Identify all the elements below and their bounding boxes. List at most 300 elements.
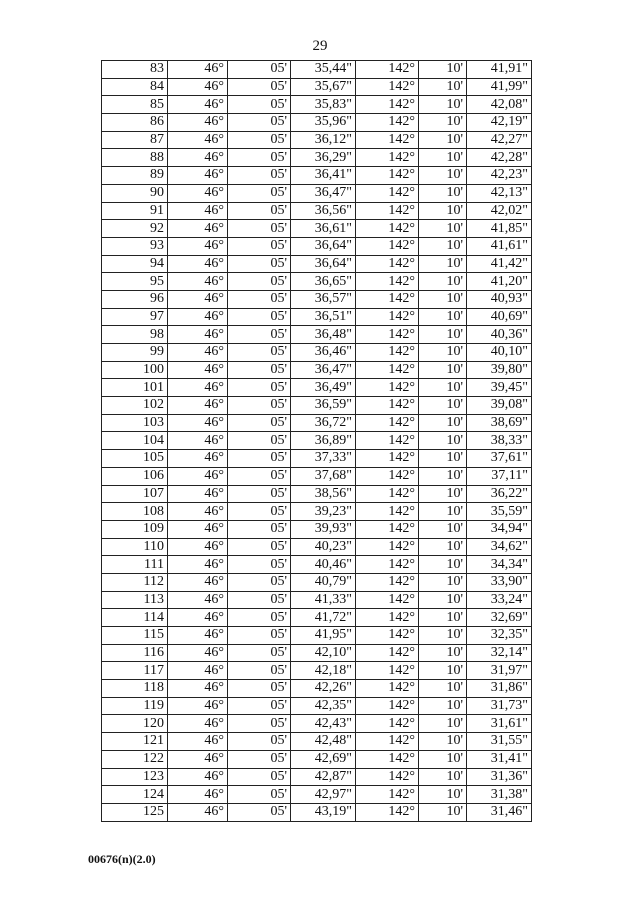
lon-minutes-cell: 10' xyxy=(419,379,467,397)
lat-minutes-cell: 05' xyxy=(228,450,291,468)
lon-degrees-cell: 142° xyxy=(356,467,419,485)
lon-minutes-cell: 10' xyxy=(419,485,467,503)
document-code: 00676(n)(2.0) xyxy=(88,852,156,866)
point-number-cell: 92 xyxy=(102,220,168,238)
lat-seconds-cell: 37,68" xyxy=(291,467,356,485)
lat-minutes-cell: 05' xyxy=(228,503,291,521)
lat-seconds-cell: 36,12" xyxy=(291,131,356,149)
lon-degrees-cell: 142° xyxy=(356,290,419,308)
lon-seconds-cell: 40,69" xyxy=(467,308,532,326)
lon-seconds-cell: 34,94" xyxy=(467,520,532,538)
lon-seconds-cell: 39,45" xyxy=(467,379,532,397)
lat-minutes-cell: 05' xyxy=(228,290,291,308)
lon-seconds-cell: 31,97" xyxy=(467,662,532,680)
lat-seconds-cell: 42,10" xyxy=(291,644,356,662)
lon-degrees-cell: 142° xyxy=(356,538,419,556)
lon-degrees-cell: 142° xyxy=(356,361,419,379)
point-number-cell: 106 xyxy=(102,467,168,485)
lat-minutes-cell: 05' xyxy=(228,591,291,609)
lat-minutes-cell: 05' xyxy=(228,697,291,715)
lat-seconds-cell: 36,29" xyxy=(291,149,356,167)
lon-degrees-cell: 142° xyxy=(356,786,419,804)
lon-minutes-cell: 10' xyxy=(419,680,467,698)
point-number-cell: 119 xyxy=(102,697,168,715)
lon-seconds-cell: 37,61" xyxy=(467,450,532,468)
lat-degrees-cell: 46° xyxy=(168,273,228,291)
lat-degrees-cell: 46° xyxy=(168,644,228,662)
lon-minutes-cell: 10' xyxy=(419,184,467,202)
point-number-cell: 113 xyxy=(102,591,168,609)
lon-minutes-cell: 10' xyxy=(419,556,467,574)
table-row xyxy=(102,803,532,821)
point-number-cell: 104 xyxy=(102,432,168,450)
lat-degrees-cell: 46° xyxy=(168,397,228,415)
lon-degrees-cell: 142° xyxy=(356,149,419,167)
lat-seconds-cell: 36,57" xyxy=(291,290,356,308)
lon-minutes-cell: 10' xyxy=(419,61,467,79)
lon-degrees-cell: 142° xyxy=(356,485,419,503)
point-number-cell: 97 xyxy=(102,308,168,326)
lat-degrees-cell: 46° xyxy=(168,220,228,238)
table-row xyxy=(102,220,532,238)
lat-seconds-cell: 35,83" xyxy=(291,96,356,114)
lat-degrees-cell: 46° xyxy=(168,344,228,362)
lon-minutes-cell: 10' xyxy=(419,397,467,415)
lat-seconds-cell: 36,41" xyxy=(291,167,356,185)
point-number-cell: 107 xyxy=(102,485,168,503)
table-row xyxy=(102,397,532,415)
point-number-cell: 86 xyxy=(102,114,168,132)
lon-degrees-cell: 142° xyxy=(356,503,419,521)
point-number-cell: 108 xyxy=(102,503,168,521)
lon-degrees-cell: 142° xyxy=(356,131,419,149)
table-row xyxy=(102,662,532,680)
lon-degrees-cell: 142° xyxy=(356,680,419,698)
point-number-cell: 93 xyxy=(102,237,168,255)
lon-seconds-cell: 39,08" xyxy=(467,397,532,415)
lat-degrees-cell: 46° xyxy=(168,414,228,432)
lat-seconds-cell: 42,35" xyxy=(291,697,356,715)
lat-minutes-cell: 05' xyxy=(228,397,291,415)
coordinates-table-body xyxy=(102,61,532,822)
table-row xyxy=(102,131,532,149)
lon-seconds-cell: 34,62" xyxy=(467,538,532,556)
lat-minutes-cell: 05' xyxy=(228,202,291,220)
lon-minutes-cell: 10' xyxy=(419,255,467,273)
lat-minutes-cell: 05' xyxy=(228,733,291,751)
lat-degrees-cell: 46° xyxy=(168,61,228,79)
lon-minutes-cell: 10' xyxy=(419,609,467,627)
lon-seconds-cell: 41,85" xyxy=(467,220,532,238)
lat-seconds-cell: 35,44" xyxy=(291,61,356,79)
lon-minutes-cell: 10' xyxy=(419,627,467,645)
lat-degrees-cell: 46° xyxy=(168,485,228,503)
lon-degrees-cell: 142° xyxy=(356,768,419,786)
lat-degrees-cell: 46° xyxy=(168,361,228,379)
lon-degrees-cell: 142° xyxy=(356,397,419,415)
lon-seconds-cell: 40,10" xyxy=(467,344,532,362)
table-row xyxy=(102,450,532,468)
lon-degrees-cell: 142° xyxy=(356,237,419,255)
lon-degrees-cell: 142° xyxy=(356,167,419,185)
lat-seconds-cell: 36,48" xyxy=(291,326,356,344)
point-number-cell: 89 xyxy=(102,167,168,185)
lon-seconds-cell: 42,08" xyxy=(467,96,532,114)
table-row xyxy=(102,680,532,698)
lon-degrees-cell: 142° xyxy=(356,750,419,768)
table-row xyxy=(102,202,532,220)
point-number-cell: 118 xyxy=(102,680,168,698)
lon-minutes-cell: 10' xyxy=(419,202,467,220)
lat-minutes-cell: 05' xyxy=(228,237,291,255)
lon-degrees-cell: 142° xyxy=(356,803,419,821)
lat-minutes-cell: 05' xyxy=(228,750,291,768)
lat-degrees-cell: 46° xyxy=(168,627,228,645)
lon-minutes-cell: 10' xyxy=(419,273,467,291)
lon-minutes-cell: 10' xyxy=(419,114,467,132)
lat-seconds-cell: 36,61" xyxy=(291,220,356,238)
lat-minutes-cell: 05' xyxy=(228,273,291,291)
lon-minutes-cell: 10' xyxy=(419,326,467,344)
lon-minutes-cell: 10' xyxy=(419,237,467,255)
lon-minutes-cell: 10' xyxy=(419,644,467,662)
lat-degrees-cell: 46° xyxy=(168,520,228,538)
lon-degrees-cell: 142° xyxy=(356,432,419,450)
table-row xyxy=(102,485,532,503)
lon-seconds-cell: 31,55" xyxy=(467,733,532,751)
point-number-cell: 124 xyxy=(102,786,168,804)
table-row xyxy=(102,326,532,344)
lon-seconds-cell: 41,61" xyxy=(467,237,532,255)
table-row xyxy=(102,715,532,733)
lat-degrees-cell: 46° xyxy=(168,786,228,804)
lon-seconds-cell: 42,13" xyxy=(467,184,532,202)
lon-degrees-cell: 142° xyxy=(356,715,419,733)
point-number-cell: 88 xyxy=(102,149,168,167)
lon-degrees-cell: 142° xyxy=(356,202,419,220)
table-row xyxy=(102,768,532,786)
point-number-cell: 101 xyxy=(102,379,168,397)
lat-minutes-cell: 05' xyxy=(228,414,291,432)
lon-minutes-cell: 10' xyxy=(419,78,467,96)
lon-seconds-cell: 31,86" xyxy=(467,680,532,698)
lat-degrees-cell: 46° xyxy=(168,609,228,627)
table-row xyxy=(102,96,532,114)
lon-minutes-cell: 10' xyxy=(419,768,467,786)
lat-degrees-cell: 46° xyxy=(168,114,228,132)
lat-minutes-cell: 05' xyxy=(228,61,291,79)
lat-degrees-cell: 46° xyxy=(168,167,228,185)
lon-degrees-cell: 142° xyxy=(356,255,419,273)
lat-degrees-cell: 46° xyxy=(168,237,228,255)
table-row xyxy=(102,167,532,185)
lat-seconds-cell: 40,46" xyxy=(291,556,356,574)
lat-degrees-cell: 46° xyxy=(168,697,228,715)
point-number-cell: 91 xyxy=(102,202,168,220)
lon-degrees-cell: 142° xyxy=(356,414,419,432)
lat-degrees-cell: 46° xyxy=(168,131,228,149)
point-number-cell: 109 xyxy=(102,520,168,538)
lon-degrees-cell: 142° xyxy=(356,644,419,662)
lon-degrees-cell: 142° xyxy=(356,344,419,362)
lon-seconds-cell: 40,93" xyxy=(467,290,532,308)
table-row xyxy=(102,697,532,715)
point-number-cell: 125 xyxy=(102,803,168,821)
lat-minutes-cell: 05' xyxy=(228,78,291,96)
table-row xyxy=(102,556,532,574)
lat-minutes-cell: 05' xyxy=(228,786,291,804)
lon-seconds-cell: 37,11" xyxy=(467,467,532,485)
lon-degrees-cell: 142° xyxy=(356,591,419,609)
point-number-cell: 84 xyxy=(102,78,168,96)
lon-minutes-cell: 10' xyxy=(419,520,467,538)
lon-seconds-cell: 40,36" xyxy=(467,326,532,344)
lat-degrees-cell: 46° xyxy=(168,326,228,344)
lat-degrees-cell: 46° xyxy=(168,202,228,220)
lat-degrees-cell: 46° xyxy=(168,715,228,733)
table-row xyxy=(102,432,532,450)
lon-seconds-cell: 31,38" xyxy=(467,786,532,804)
point-number-cell: 120 xyxy=(102,715,168,733)
point-number-cell: 105 xyxy=(102,450,168,468)
lon-minutes-cell: 10' xyxy=(419,450,467,468)
lat-minutes-cell: 05' xyxy=(228,680,291,698)
table-row xyxy=(102,184,532,202)
lat-minutes-cell: 05' xyxy=(228,96,291,114)
lat-seconds-cell: 35,67" xyxy=(291,78,356,96)
lat-minutes-cell: 05' xyxy=(228,538,291,556)
table-row xyxy=(102,78,532,96)
coordinates-table xyxy=(101,60,532,822)
lat-minutes-cell: 05' xyxy=(228,609,291,627)
lon-seconds-cell: 41,20" xyxy=(467,273,532,291)
lat-degrees-cell: 46° xyxy=(168,538,228,556)
lat-minutes-cell: 05' xyxy=(228,467,291,485)
table-row xyxy=(102,644,532,662)
page-number: 29 xyxy=(312,38,328,54)
lon-degrees-cell: 142° xyxy=(356,662,419,680)
lon-minutes-cell: 10' xyxy=(419,573,467,591)
lon-seconds-cell: 35,59" xyxy=(467,503,532,521)
lon-seconds-cell: 31,46" xyxy=(467,803,532,821)
lon-minutes-cell: 10' xyxy=(419,149,467,167)
lat-seconds-cell: 35,96" xyxy=(291,114,356,132)
point-number-cell: 95 xyxy=(102,273,168,291)
lon-minutes-cell: 10' xyxy=(419,733,467,751)
lat-minutes-cell: 05' xyxy=(228,715,291,733)
lat-seconds-cell: 36,47" xyxy=(291,184,356,202)
table-row xyxy=(102,733,532,751)
lon-degrees-cell: 142° xyxy=(356,61,419,79)
lon-minutes-cell: 10' xyxy=(419,662,467,680)
lat-seconds-cell: 42,43" xyxy=(291,715,356,733)
lat-degrees-cell: 46° xyxy=(168,556,228,574)
lat-minutes-cell: 05' xyxy=(228,520,291,538)
table-row xyxy=(102,627,532,645)
lon-seconds-cell: 31,41" xyxy=(467,750,532,768)
lat-minutes-cell: 05' xyxy=(228,344,291,362)
lat-degrees-cell: 46° xyxy=(168,78,228,96)
table-row xyxy=(102,308,532,326)
table-row xyxy=(102,467,532,485)
point-number-cell: 102 xyxy=(102,397,168,415)
lon-seconds-cell: 39,80" xyxy=(467,361,532,379)
lat-degrees-cell: 46° xyxy=(168,573,228,591)
table-row xyxy=(102,61,532,79)
table-row xyxy=(102,114,532,132)
lat-degrees-cell: 46° xyxy=(168,450,228,468)
lat-minutes-cell: 05' xyxy=(228,379,291,397)
lat-seconds-cell: 36,47" xyxy=(291,361,356,379)
lon-degrees-cell: 142° xyxy=(356,627,419,645)
lon-degrees-cell: 142° xyxy=(356,273,419,291)
point-number-cell: 85 xyxy=(102,96,168,114)
lat-seconds-cell: 39,93" xyxy=(291,520,356,538)
lat-degrees-cell: 46° xyxy=(168,255,228,273)
lat-minutes-cell: 05' xyxy=(228,432,291,450)
lon-seconds-cell: 31,36" xyxy=(467,768,532,786)
lon-degrees-cell: 142° xyxy=(356,520,419,538)
table-row xyxy=(102,290,532,308)
lat-degrees-cell: 46° xyxy=(168,149,228,167)
point-number-cell: 121 xyxy=(102,733,168,751)
lat-degrees-cell: 46° xyxy=(168,467,228,485)
lat-minutes-cell: 05' xyxy=(228,803,291,821)
lon-minutes-cell: 10' xyxy=(419,715,467,733)
lat-minutes-cell: 05' xyxy=(228,485,291,503)
lat-seconds-cell: 42,87" xyxy=(291,768,356,786)
point-number-cell: 116 xyxy=(102,644,168,662)
point-number-cell: 94 xyxy=(102,255,168,273)
lat-seconds-cell: 40,23" xyxy=(291,538,356,556)
lat-degrees-cell: 46° xyxy=(168,503,228,521)
lon-degrees-cell: 142° xyxy=(356,78,419,96)
lat-seconds-cell: 42,48" xyxy=(291,733,356,751)
lat-degrees-cell: 46° xyxy=(168,432,228,450)
lat-minutes-cell: 05' xyxy=(228,220,291,238)
lon-seconds-cell: 32,14" xyxy=(467,644,532,662)
lat-seconds-cell: 37,33" xyxy=(291,450,356,468)
lon-minutes-cell: 10' xyxy=(419,591,467,609)
point-number-cell: 117 xyxy=(102,662,168,680)
lat-seconds-cell: 42,97" xyxy=(291,786,356,804)
table-row xyxy=(102,573,532,591)
table-row xyxy=(102,344,532,362)
lon-degrees-cell: 142° xyxy=(356,697,419,715)
lon-seconds-cell: 32,35" xyxy=(467,627,532,645)
lon-minutes-cell: 10' xyxy=(419,750,467,768)
lat-seconds-cell: 38,56" xyxy=(291,485,356,503)
point-number-cell: 99 xyxy=(102,344,168,362)
table-row xyxy=(102,609,532,627)
point-number-cell: 110 xyxy=(102,538,168,556)
point-number-cell: 103 xyxy=(102,414,168,432)
table-row xyxy=(102,538,532,556)
lat-seconds-cell: 36,56" xyxy=(291,202,356,220)
lat-degrees-cell: 46° xyxy=(168,96,228,114)
lon-seconds-cell: 34,34" xyxy=(467,556,532,574)
lat-minutes-cell: 05' xyxy=(228,131,291,149)
lat-degrees-cell: 46° xyxy=(168,379,228,397)
lat-seconds-cell: 36,89" xyxy=(291,432,356,450)
table-row xyxy=(102,414,532,432)
lon-seconds-cell: 42,27" xyxy=(467,131,532,149)
lon-minutes-cell: 10' xyxy=(419,503,467,521)
lon-seconds-cell: 42,02" xyxy=(467,202,532,220)
lon-degrees-cell: 142° xyxy=(356,379,419,397)
lon-minutes-cell: 10' xyxy=(419,167,467,185)
lat-degrees-cell: 46° xyxy=(168,184,228,202)
table-row xyxy=(102,255,532,273)
lat-seconds-cell: 41,72" xyxy=(291,609,356,627)
lon-seconds-cell: 42,19" xyxy=(467,114,532,132)
table-row xyxy=(102,273,532,291)
lon-degrees-cell: 142° xyxy=(356,114,419,132)
table-row xyxy=(102,149,532,167)
point-number-cell: 83 xyxy=(102,61,168,79)
lon-minutes-cell: 10' xyxy=(419,96,467,114)
table-row xyxy=(102,750,532,768)
lat-degrees-cell: 46° xyxy=(168,768,228,786)
lon-minutes-cell: 10' xyxy=(419,290,467,308)
lon-degrees-cell: 142° xyxy=(356,733,419,751)
lon-minutes-cell: 10' xyxy=(419,786,467,804)
lon-minutes-cell: 10' xyxy=(419,538,467,556)
point-number-cell: 98 xyxy=(102,326,168,344)
lon-degrees-cell: 142° xyxy=(356,573,419,591)
lon-seconds-cell: 41,91" xyxy=(467,61,532,79)
lon-degrees-cell: 142° xyxy=(356,450,419,468)
lat-seconds-cell: 40,79" xyxy=(291,573,356,591)
lon-minutes-cell: 10' xyxy=(419,308,467,326)
table-row xyxy=(102,786,532,804)
lat-seconds-cell: 36,51" xyxy=(291,308,356,326)
lon-seconds-cell: 32,69" xyxy=(467,609,532,627)
lat-seconds-cell: 36,72" xyxy=(291,414,356,432)
lat-degrees-cell: 46° xyxy=(168,290,228,308)
lon-minutes-cell: 10' xyxy=(419,220,467,238)
point-number-cell: 122 xyxy=(102,750,168,768)
lat-seconds-cell: 36,65" xyxy=(291,273,356,291)
lon-seconds-cell: 41,42" xyxy=(467,255,532,273)
lat-minutes-cell: 05' xyxy=(228,556,291,574)
lat-minutes-cell: 05' xyxy=(228,308,291,326)
point-number-cell: 100 xyxy=(102,361,168,379)
lon-degrees-cell: 142° xyxy=(356,308,419,326)
lat-minutes-cell: 05' xyxy=(228,644,291,662)
point-number-cell: 112 xyxy=(102,573,168,591)
lon-degrees-cell: 142° xyxy=(356,609,419,627)
lon-degrees-cell: 142° xyxy=(356,556,419,574)
lat-seconds-cell: 36,49" xyxy=(291,379,356,397)
lat-minutes-cell: 05' xyxy=(228,167,291,185)
lat-degrees-cell: 46° xyxy=(168,733,228,751)
table-row xyxy=(102,361,532,379)
lat-seconds-cell: 41,95" xyxy=(291,627,356,645)
lat-degrees-cell: 46° xyxy=(168,750,228,768)
point-number-cell: 96 xyxy=(102,290,168,308)
lon-seconds-cell: 38,69" xyxy=(467,414,532,432)
lat-seconds-cell: 36,64" xyxy=(291,255,356,273)
lat-minutes-cell: 05' xyxy=(228,184,291,202)
lat-minutes-cell: 05' xyxy=(228,114,291,132)
lat-degrees-cell: 46° xyxy=(168,680,228,698)
lon-seconds-cell: 36,22" xyxy=(467,485,532,503)
lat-seconds-cell: 36,59" xyxy=(291,397,356,415)
lon-seconds-cell: 33,90" xyxy=(467,573,532,591)
point-number-cell: 90 xyxy=(102,184,168,202)
lon-degrees-cell: 142° xyxy=(356,326,419,344)
